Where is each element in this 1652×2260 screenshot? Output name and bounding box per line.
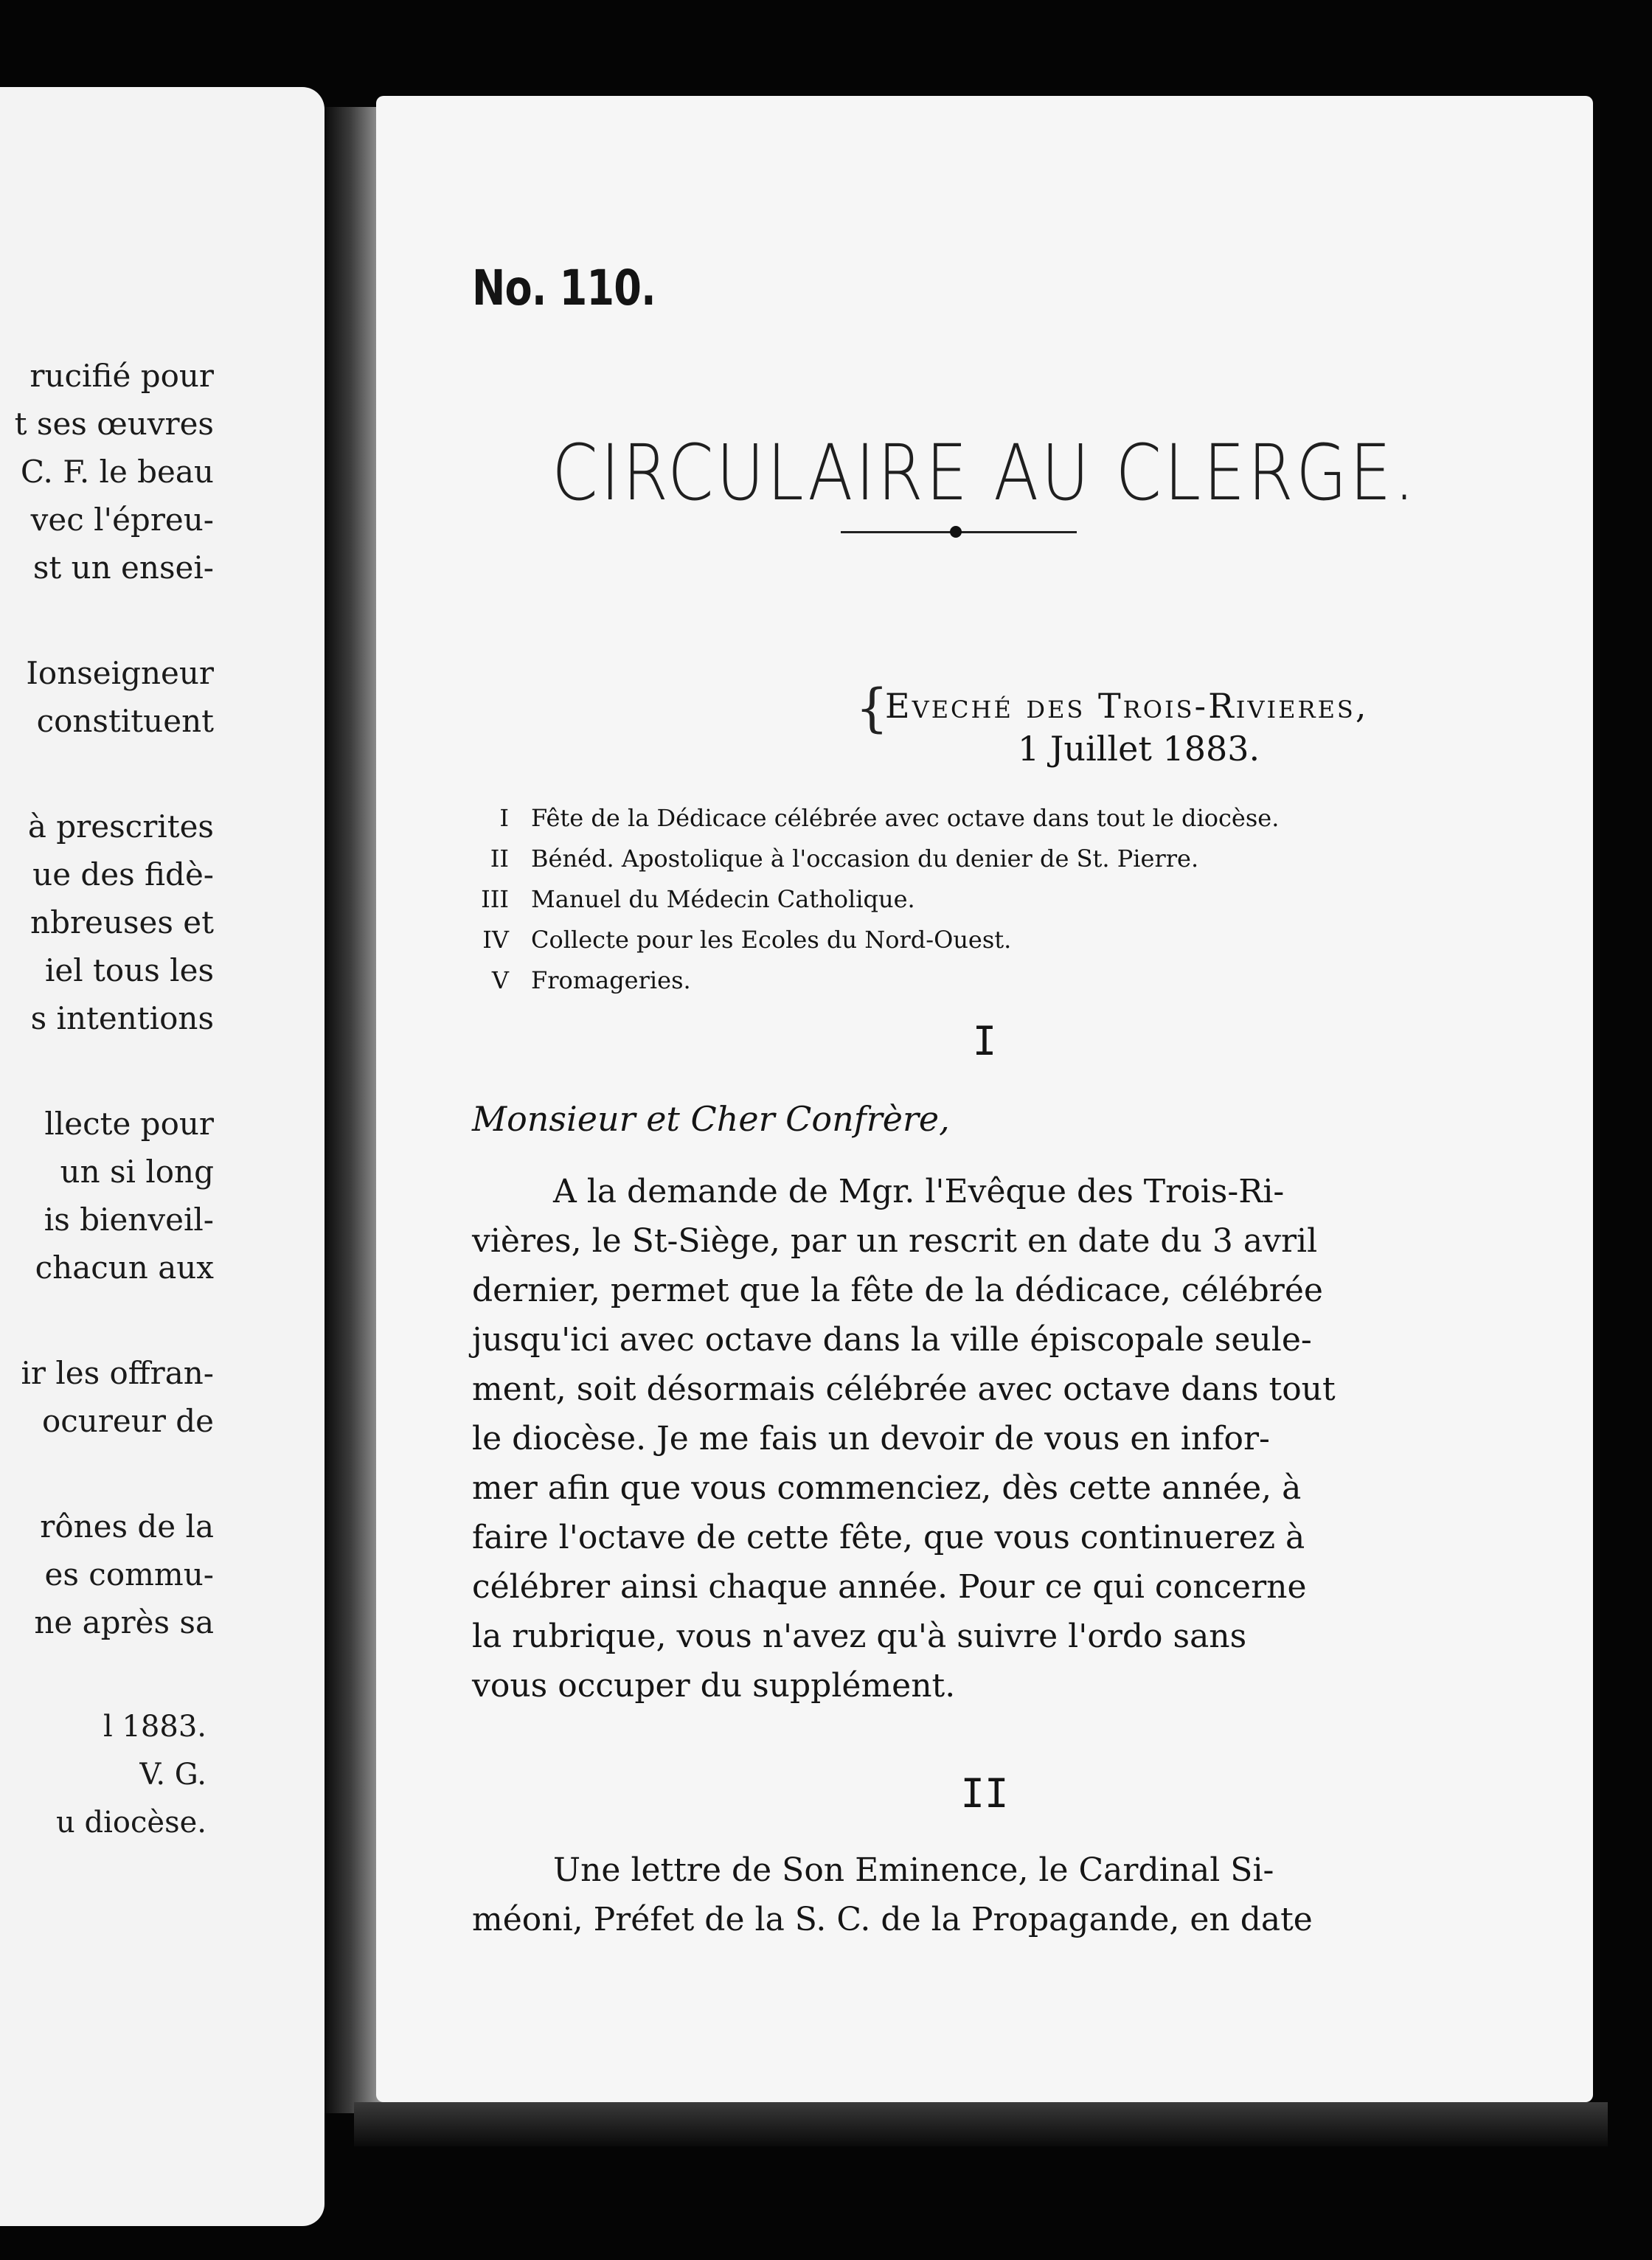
title-rule-ornament (950, 526, 962, 538)
left-page-line: t ses œuvres (14, 406, 214, 442)
toc-number: I (499, 804, 509, 832)
body-line: A la demande de Mgr. l'Evêque des Trois-Ri- (553, 1173, 1285, 1210)
brace-mark: { (856, 678, 889, 738)
left-page-line: un si long (60, 1154, 214, 1190)
page-edge (354, 2102, 1608, 2146)
left-page-line: ne après sa (34, 1604, 214, 1640)
left-page-line: st un ensei- (32, 550, 214, 586)
body-line: célébrer ainsi chaque année. Pour ce qui concerne (472, 1568, 1307, 1606)
circular-number: No. 110. (472, 260, 656, 316)
body-line: mer afin que vous commenciez, dès cette année, à (472, 1469, 1302, 1507)
toc-number: III (481, 885, 509, 913)
left-page-line: llecte pour (44, 1106, 214, 1142)
right-page (376, 96, 1593, 2102)
left-page-line: nbreuses et (30, 904, 214, 940)
page-title: CIRCULAIRE AU CLERGE. (552, 428, 1417, 518)
body-line: vous occuper du supplément. (472, 1667, 956, 1705)
left-page-line: ir les offran- (21, 1355, 214, 1391)
left-page-line: is bienveil- (44, 1202, 214, 1238)
toc-item (457, 966, 1490, 1007)
toc-number: II (490, 845, 509, 873)
toc-text: Bénéd. Apostolique à l'occasion du denier de St. Pierre. (531, 845, 1199, 873)
left-page-line: rônes de la (40, 1508, 214, 1545)
left-page-line: Ionseigneur (26, 655, 214, 691)
left-page-line: iel tous les (44, 952, 214, 988)
body-line: vières, le St-Siège, par un rescrit en date du 3 avril (472, 1222, 1318, 1260)
toc-item (457, 845, 1490, 885)
left-page-line: l 1883. (103, 1710, 206, 1744)
toc-text: Manuel du Médecin Catholique. (531, 885, 915, 913)
body-line: faire l'octave de cette fête, que vous continuerez à (472, 1519, 1305, 1556)
body-line: dernier, permet que la fête de la dédicace, célébrée (472, 1272, 1323, 1309)
left-page-line: chacun aux (35, 1249, 214, 1286)
toc-text: Collecte pour les Ecoles du Nord-Ouest. (531, 926, 1012, 954)
section-heading: II (960, 1770, 1009, 1817)
body-line: le diocèse. Je me fais un devoir de vous en infor- (472, 1420, 1270, 1457)
left-page-line: ocureur de (41, 1403, 214, 1439)
left-page-line: u diocèse. (56, 1806, 206, 1840)
toc-text: Fête de la Dédicace célébrée avec octave dans tout le diocèse. (531, 804, 1280, 832)
left-page-line: s intentions (30, 1000, 214, 1036)
left-page (0, 87, 324, 2226)
left-page-line: es commu- (44, 1556, 214, 1592)
toc-number: V (491, 966, 509, 994)
dateline-date: 1 Juillet 1883. (1018, 729, 1260, 769)
left-page-line: rucifié pour (30, 358, 214, 394)
section-heading: I (972, 1018, 997, 1064)
left-page-line: C. F. le beau (20, 454, 214, 490)
dateline-place: Eveché des Trois-Rivieres, (885, 686, 1369, 726)
toc-number: IV (482, 926, 509, 954)
left-page-line: V. G. (139, 1758, 206, 1792)
left-page-line: constituent (36, 703, 214, 739)
toc-item (457, 926, 1490, 966)
left-page-line: ue des fidè- (32, 856, 214, 892)
toc-item (457, 804, 1490, 845)
salutation: Monsieur et Cher Confrère, (472, 1099, 950, 1139)
body-line: la rubrique, vous n'avez qu'à suivre l'ordo sans (472, 1618, 1247, 1655)
body-line: méoni, Préfet de la S. C. de la Propagande, en date (472, 1901, 1313, 1938)
body-line: ment, soit désormais célébrée avec octave dans tout (472, 1370, 1336, 1408)
left-page-line: vec l'épreu- (30, 502, 214, 538)
toc-item (457, 885, 1490, 926)
toc-text: Fromageries. (531, 966, 691, 994)
table-of-contents (457, 804, 1490, 1007)
left-page-line: à prescrites (27, 808, 214, 845)
body-line: Une lettre de Son Eminence, le Cardinal Si- (553, 1851, 1274, 1889)
body-line: jusqu'ici avec octave dans la ville épiscopale seule- (472, 1321, 1312, 1359)
